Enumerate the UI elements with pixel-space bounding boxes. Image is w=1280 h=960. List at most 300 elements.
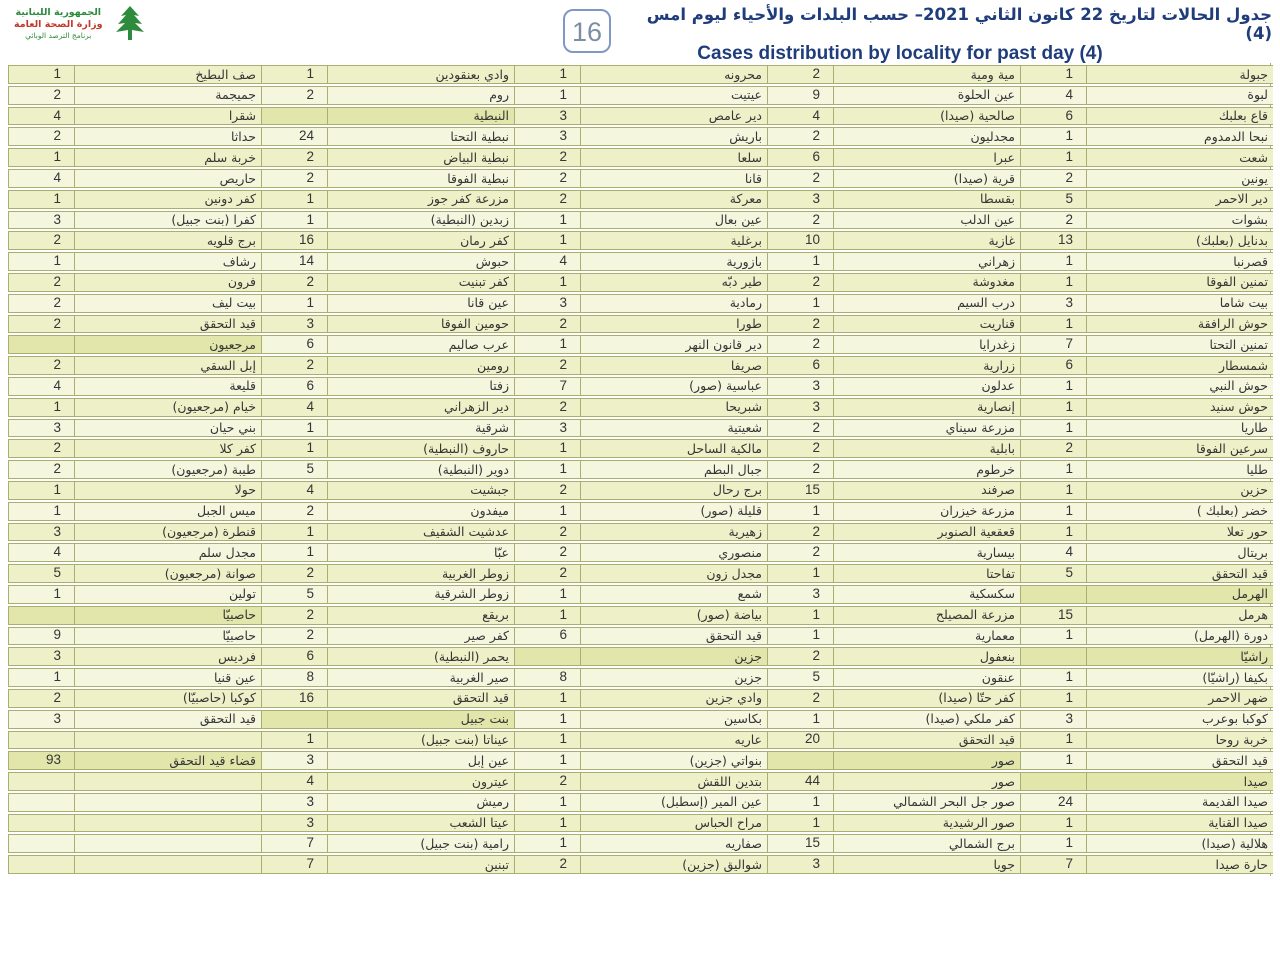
case-count-cell: 1 (1020, 65, 1086, 84)
case-count-cell: 3 (8, 211, 74, 230)
case-count-cell: 1 (514, 502, 580, 521)
locality-name-cell: ميس الجبل (74, 502, 261, 521)
case-count-cell: 4 (8, 377, 74, 396)
locality-name-cell: مجدل سلم (74, 543, 261, 562)
table-row (8, 231, 1273, 250)
case-count-cell: 5 (1020, 190, 1086, 209)
case-count-cell: 6 (1020, 356, 1086, 375)
locality-name-cell: دير عامص (580, 107, 767, 126)
locality-name-cell: عيتا الشعب (327, 814, 514, 833)
locality-name-cell: رامية (بنت جبيل) (327, 834, 514, 853)
district-header-cell: الهرمل (1086, 585, 1273, 604)
table-row (8, 689, 1273, 708)
case-count-cell: 1 (8, 398, 74, 417)
case-count-cell: 2 (514, 543, 580, 562)
case-count-cell (8, 793, 74, 812)
locality-name-cell: نبطية الفوقا (327, 169, 514, 188)
locality-name-cell: كفر ملكي (صيدا) (833, 710, 1020, 729)
case-count-cell: 1 (1020, 398, 1086, 417)
locality-name-cell: كفر حتّا (صيدا) (833, 689, 1020, 708)
case-count-cell: 1 (261, 65, 327, 84)
locality-name-cell: حاريص (74, 169, 261, 188)
case-count-cell: 7 (1020, 855, 1086, 874)
locality-name-cell: مالكية الساحل (580, 439, 767, 458)
locality-name-cell: كوكبا بوعرب (1086, 710, 1273, 729)
locality-name-cell: نبطية البياض (327, 148, 514, 167)
locality-name-cell: حوش النبي (1086, 377, 1273, 396)
cases-by-locality-table (8, 63, 1271, 876)
locality-name-cell: خضر (بعلبك ) (1086, 502, 1273, 521)
locality-name-cell: لبوة (1086, 86, 1273, 105)
case-count-cell: 2 (514, 398, 580, 417)
case-count-cell: 2 (767, 647, 833, 666)
case-count-cell: 2 (261, 86, 327, 105)
locality-name-cell: بريقع (327, 606, 514, 625)
case-count-cell: 1 (767, 502, 833, 521)
locality-name-cell: مجدليون (833, 127, 1020, 146)
case-count-cell: 2 (8, 439, 74, 458)
case-count-cell: 3 (767, 190, 833, 209)
case-count-cell: 2 (261, 564, 327, 583)
case-count-cell: 2 (514, 855, 580, 874)
locality-name-cell: دوير (النبطية) (327, 460, 514, 479)
case-count-cell: 1 (514, 439, 580, 458)
locality-name-cell: يونين (1086, 169, 1273, 188)
case-count-cell: 16 (261, 689, 327, 708)
locality-name-cell: طيبة (مرجعيون) (74, 460, 261, 479)
locality-name-cell: قليعة (74, 377, 261, 396)
table-row (8, 211, 1273, 230)
locality-name-cell: حاروف (النبطية) (327, 439, 514, 458)
locality-name-cell: صفاريه (580, 834, 767, 853)
locality-name-cell: تفاحتا (833, 564, 1020, 583)
locality-name-cell: باريش (580, 127, 767, 146)
case-count-cell: 3 (1020, 710, 1086, 729)
locality-name-cell: حارة صيدا (1086, 855, 1273, 874)
case-count-cell: 2 (8, 273, 74, 292)
case-count-cell: 1 (514, 585, 580, 604)
locality-name-cell: قيد التحقق (1086, 564, 1273, 583)
locality-name-cell: زوطر الغربية (327, 564, 514, 583)
locality-name-cell: عاريه (580, 731, 767, 750)
case-count-cell: 1 (514, 689, 580, 708)
locality-name-cell: شواليق (جزين) (580, 855, 767, 874)
case-count-cell: 3 (261, 751, 327, 770)
case-count-cell: 2 (514, 564, 580, 583)
case-count-cell: 5 (767, 668, 833, 687)
table-row (8, 731, 1273, 750)
case-count-cell: 14 (261, 252, 327, 271)
case-count-cell: 1 (1020, 523, 1086, 542)
case-count-cell: 3 (8, 419, 74, 438)
case-count-cell: 24 (261, 127, 327, 146)
case-count-cell: 1 (1020, 460, 1086, 479)
locality-name-cell: شعيتية (580, 419, 767, 438)
case-count-cell: 3 (8, 523, 74, 542)
district-header-cell: حاصبيّا (74, 606, 261, 625)
locality-name-cell: حبوش (327, 252, 514, 271)
case-count-cell: 2 (767, 65, 833, 84)
case-count-cell: 1 (8, 668, 74, 687)
locality-name-cell: سلعا (580, 148, 767, 167)
locality-name-cell: قيد التحقق (327, 689, 514, 708)
locality-name-cell: دير الاحمر (1086, 190, 1273, 209)
case-count-cell: 6 (514, 627, 580, 646)
locality-name-cell: قيد التحقق (833, 731, 1020, 750)
locality-name-cell: عنقون (833, 668, 1020, 687)
table-row (8, 606, 1273, 625)
locality-name-cell: بابلية (833, 439, 1020, 458)
case-count-cell: 2 (8, 231, 74, 250)
case-count-cell: 1 (261, 419, 327, 438)
case-count-cell: 1 (514, 834, 580, 853)
locality-name-cell: حوش سنيد (1086, 398, 1273, 417)
case-count-cell: 4 (8, 543, 74, 562)
case-count-cell: 1 (767, 710, 833, 729)
table-row (8, 627, 1273, 646)
locality-name-cell: حوش الرافقة (1086, 315, 1273, 334)
case-count-cell: 2 (767, 460, 833, 479)
table-row (8, 419, 1273, 438)
report-title-block (632, 5, 1272, 65)
district-header-cell: بنت جبيل (327, 710, 514, 729)
case-count-cell: 1 (1020, 315, 1086, 334)
table-row (8, 460, 1273, 479)
case-count-cell: 2 (767, 315, 833, 334)
locality-name-cell: جميجمة (74, 86, 261, 105)
locality-name-cell: عباسية (صور) (580, 377, 767, 396)
locality-name-cell: ضهر الاحمر (1086, 689, 1273, 708)
locality-name-cell: قرية (صيدا) (833, 169, 1020, 188)
case-count-cell: 7 (261, 855, 327, 874)
case-count-cell: 1 (514, 606, 580, 625)
locality-name-cell: منصوري (580, 543, 767, 562)
case-count-cell: 1 (514, 65, 580, 84)
case-count-cell: 1 (1020, 668, 1086, 687)
case-count-cell: 3 (261, 814, 327, 833)
case-count-cell: 4 (1020, 543, 1086, 562)
case-count-cell: 2 (261, 148, 327, 167)
district-header-cell: صور (833, 751, 1020, 770)
locality-name-cell: عيتيت (580, 86, 767, 105)
locality-name-cell: وادي بعنقودين (327, 65, 514, 84)
table-row (8, 148, 1273, 167)
locality-name-cell: عدشيت الشقيف (327, 523, 514, 542)
case-count-cell: 2 (8, 315, 74, 334)
locality-name-cell: زرارية (833, 356, 1020, 375)
locality-name-cell: سكسكية (833, 585, 1020, 604)
locality-name-cell: قيد التحقق (74, 710, 261, 729)
locality-name-cell: عين قانا (327, 294, 514, 313)
case-count-cell: 2 (8, 127, 74, 146)
case-count-cell: 2 (514, 772, 580, 791)
locality-name-cell: هلالية (صيدا) (1086, 834, 1273, 853)
locality-name-cell: عين بعال (580, 211, 767, 230)
case-count-cell: 15 (767, 481, 833, 500)
case-count-cell (8, 772, 74, 791)
case-count-cell: 93 (8, 751, 74, 770)
case-count-cell: 44 (767, 772, 833, 791)
table-row (8, 793, 1273, 812)
case-count-cell: 6 (1020, 107, 1086, 126)
case-count-cell: 1 (261, 294, 327, 313)
locality-name-cell: بيسارية (833, 543, 1020, 562)
case-count-cell: 1 (514, 460, 580, 479)
table-row (8, 647, 1273, 666)
case-count-cell: 2 (767, 523, 833, 542)
case-count-cell: 1 (261, 211, 327, 230)
case-count-cell: 3 (261, 315, 327, 334)
case-count-cell (767, 751, 833, 770)
case-count-cell: 1 (767, 294, 833, 313)
locality-name-cell: بنعفول (833, 647, 1020, 666)
case-count-cell: 1 (1020, 481, 1086, 500)
table-row (8, 252, 1273, 271)
locality-name-cell: عين الدلب (833, 211, 1020, 230)
locality-name-cell: بقسطا (833, 190, 1020, 209)
case-count-cell: 4 (1020, 86, 1086, 105)
case-count-cell: 1 (1020, 252, 1086, 271)
locality-name-cell: جبولة (1086, 65, 1273, 84)
locality-name-cell: رشاف (74, 252, 261, 271)
locality-name-cell: نبطية التحتا (327, 127, 514, 146)
locality-name-cell: حداثا (74, 127, 261, 146)
cases-table (8, 63, 1273, 876)
logo-republic-line: الجمهورية اللبنانية (15, 7, 102, 19)
case-count-cell (8, 335, 74, 354)
case-count-cell: 1 (514, 211, 580, 230)
locality-name-cell: قليلة (صور) (580, 502, 767, 521)
locality-name-cell: جبشيت (327, 481, 514, 500)
locality-name-cell: زغدرايا (833, 335, 1020, 354)
locality-name-cell: فرون (74, 273, 261, 292)
case-count-cell: 1 (514, 793, 580, 812)
case-count-cell: 6 (767, 356, 833, 375)
locality-name-cell: فرديس (74, 647, 261, 666)
locality-name-cell: طير دبّه (580, 273, 767, 292)
case-count-cell: 2 (767, 273, 833, 292)
case-count-cell: 1 (261, 731, 327, 750)
case-count-cell: 7 (1020, 335, 1086, 354)
table-row (8, 127, 1273, 146)
case-count-cell: 1 (514, 231, 580, 250)
case-count-cell: 5 (261, 460, 327, 479)
locality-name-cell: بازورية (580, 252, 767, 271)
locality-name-cell: مغدوشة (833, 273, 1020, 292)
locality-name-cell: إنصارية (833, 398, 1020, 417)
locality-name-cell: إبل السقي (74, 356, 261, 375)
case-count-cell: 1 (8, 65, 74, 84)
table-row (8, 356, 1273, 375)
district-header-cell: راشيّا (1086, 647, 1273, 666)
table-row (8, 169, 1273, 188)
district-header-cell: مرجعيون (74, 335, 261, 354)
locality-name-cell (74, 731, 261, 750)
case-count-cell (8, 731, 74, 750)
locality-name-cell: جبال البطم (580, 460, 767, 479)
locality-name-cell: كفر صير (327, 627, 514, 646)
locality-name-cell: خربة سلم (74, 148, 261, 167)
table-row (8, 543, 1273, 562)
case-count-cell: 9 (767, 86, 833, 105)
case-count-cell: 1 (514, 710, 580, 729)
locality-name-cell: شبريحا (580, 398, 767, 417)
table-row (8, 439, 1273, 458)
locality-name-cell: بريتال (1086, 543, 1273, 562)
case-count-cell: 2 (767, 335, 833, 354)
case-count-cell: 2 (261, 502, 327, 521)
locality-name-cell: تبنين (327, 855, 514, 874)
case-count-cell: 2 (1020, 169, 1086, 188)
case-count-cell: 2 (514, 190, 580, 209)
locality-name-cell: صيدا القديمة (1086, 793, 1273, 812)
case-count-cell: 2 (8, 460, 74, 479)
locality-name-cell (74, 834, 261, 853)
locality-name-cell: كفر كلا (74, 439, 261, 458)
locality-name-cell: شمسطار (1086, 356, 1273, 375)
locality-name-cell: خربة روحا (1086, 731, 1273, 750)
locality-name-cell: عيترون (327, 772, 514, 791)
table-row (8, 315, 1273, 334)
logo-ministry-line: وزارة الصحة العامة (14, 19, 103, 31)
case-count-cell (8, 606, 74, 625)
locality-name-cell: عبرا (833, 148, 1020, 167)
case-count-cell: 1 (1020, 148, 1086, 167)
table-row (8, 273, 1273, 292)
table-row (8, 65, 1273, 84)
locality-name-cell: رمادية (580, 294, 767, 313)
locality-name-cell: زفتا (327, 377, 514, 396)
locality-name-cell: جويا (833, 855, 1020, 874)
case-count-cell: 2 (514, 148, 580, 167)
case-count-cell: 1 (8, 252, 74, 271)
locality-name-cell: كفر تبنيت (327, 273, 514, 292)
case-count-cell: 1 (8, 481, 74, 500)
locality-name-cell: حور تعلا (1086, 523, 1273, 542)
case-count-cell: 4 (261, 398, 327, 417)
table-row (8, 502, 1273, 521)
case-count-cell: 2 (1020, 211, 1086, 230)
locality-name-cell: مزرعة خيزران (833, 502, 1020, 521)
district-header-cell: جزين (580, 647, 767, 666)
case-count-cell: 2 (514, 481, 580, 500)
case-count-cell: 1 (1020, 834, 1086, 853)
case-count-cell: 1 (514, 273, 580, 292)
locality-name-cell: قانا (580, 169, 767, 188)
case-count-cell: 4 (261, 772, 327, 791)
case-count-cell: 8 (514, 668, 580, 687)
case-count-cell: 3 (767, 398, 833, 417)
locality-name-cell: برج قلويه (74, 231, 261, 250)
locality-name-cell: صيدا القناية (1086, 814, 1273, 833)
case-count-cell: 1 (8, 502, 74, 521)
locality-name-cell: حومين الفوقا (327, 315, 514, 334)
locality-name-cell: صور الرشيدية (833, 814, 1020, 833)
locality-name-cell: صف البطيخ (74, 65, 261, 84)
locality-name-cell: بنواتي (جزين) (580, 751, 767, 770)
table-row (8, 523, 1273, 542)
locality-name-cell: دير قانون النهر (580, 335, 767, 354)
case-count-cell: 1 (514, 751, 580, 770)
table-row (8, 751, 1273, 770)
case-count-cell: 2 (767, 543, 833, 562)
case-count-cell: 1 (1020, 814, 1086, 833)
locality-name-cell: عبّا (327, 543, 514, 562)
locality-name-cell: قاع بعلبك (1086, 107, 1273, 126)
locality-name-cell: رومين (327, 356, 514, 375)
district-header-cell: صيدا (1086, 772, 1273, 791)
case-count-cell: 7 (514, 377, 580, 396)
locality-name-cell: بكاسين (580, 710, 767, 729)
locality-name-cell: شعت (1086, 148, 1273, 167)
table-row (8, 855, 1273, 874)
case-count-cell: 3 (514, 294, 580, 313)
locality-name-cell: سرعين الفوقا (1086, 439, 1273, 458)
case-count-cell: 20 (767, 731, 833, 750)
case-count-cell: 1 (1020, 273, 1086, 292)
logo-program-line: برنامج الترصد الوبائي (25, 31, 92, 41)
locality-name-cell: بيت شاما (1086, 294, 1273, 313)
locality-name-cell: عيناتا (بنت جبيل) (327, 731, 514, 750)
locality-name-cell (74, 772, 261, 791)
locality-name-cell: دير الزهراني (327, 398, 514, 417)
locality-name-cell: مزرعة المصيلح (833, 606, 1020, 625)
case-count-cell: 15 (767, 834, 833, 853)
table-row (8, 772, 1273, 791)
case-count-cell: 2 (8, 689, 74, 708)
case-count-cell: 1 (767, 627, 833, 646)
case-count-cell: 9 (8, 627, 74, 646)
locality-name-cell: ميفدون (327, 502, 514, 521)
case-count-cell: 6 (261, 647, 327, 666)
locality-name-cell (74, 793, 261, 812)
case-count-cell: 2 (514, 356, 580, 375)
locality-name-cell (74, 814, 261, 833)
locality-name-cell: قيد التحقق (1086, 751, 1273, 770)
case-count-cell: 3 (514, 127, 580, 146)
locality-name-cell: قناريت (833, 315, 1020, 334)
locality-name-cell: رميش (327, 793, 514, 812)
case-count-cell: 7 (261, 834, 327, 853)
title-arabic: جدول الحالات لتاريخ 22 كانون الثاني 2021– حسب البلدات والأحياء ليوم امس (4) (646, 5, 1272, 43)
case-count-cell: 5 (8, 564, 74, 583)
table-row (8, 107, 1273, 126)
case-count-cell: 1 (1020, 627, 1086, 646)
locality-name-cell: صرفند (833, 481, 1020, 500)
locality-name-cell: قنطرة (مرجعيون) (74, 523, 261, 542)
locality-name-cell: عدلون (833, 377, 1020, 396)
case-count-cell: 4 (8, 169, 74, 188)
case-count-cell: 3 (514, 419, 580, 438)
locality-name-cell: قيد التحقق (74, 315, 261, 334)
locality-name-cell: برج رحال (580, 481, 767, 500)
case-count-cell: 6 (261, 377, 327, 396)
case-count-cell: 3 (767, 377, 833, 396)
case-count-cell: 2 (8, 294, 74, 313)
locality-name-cell: برج الشمالي (833, 834, 1020, 853)
case-count-cell: 2 (1020, 439, 1086, 458)
case-count-cell: 1 (261, 190, 327, 209)
cedar-tree-icon (110, 4, 150, 44)
locality-name-cell: صور (833, 772, 1020, 791)
locality-name-cell: صور جل البحر الشمالي (833, 793, 1020, 812)
locality-name-cell: بني حيان (74, 419, 261, 438)
case-count-cell: 2 (767, 127, 833, 146)
case-count-cell: 4 (261, 481, 327, 500)
locality-name-cell: مزرعة كفر جوز (327, 190, 514, 209)
case-count-cell: 4 (8, 107, 74, 126)
case-count-cell (261, 710, 327, 729)
